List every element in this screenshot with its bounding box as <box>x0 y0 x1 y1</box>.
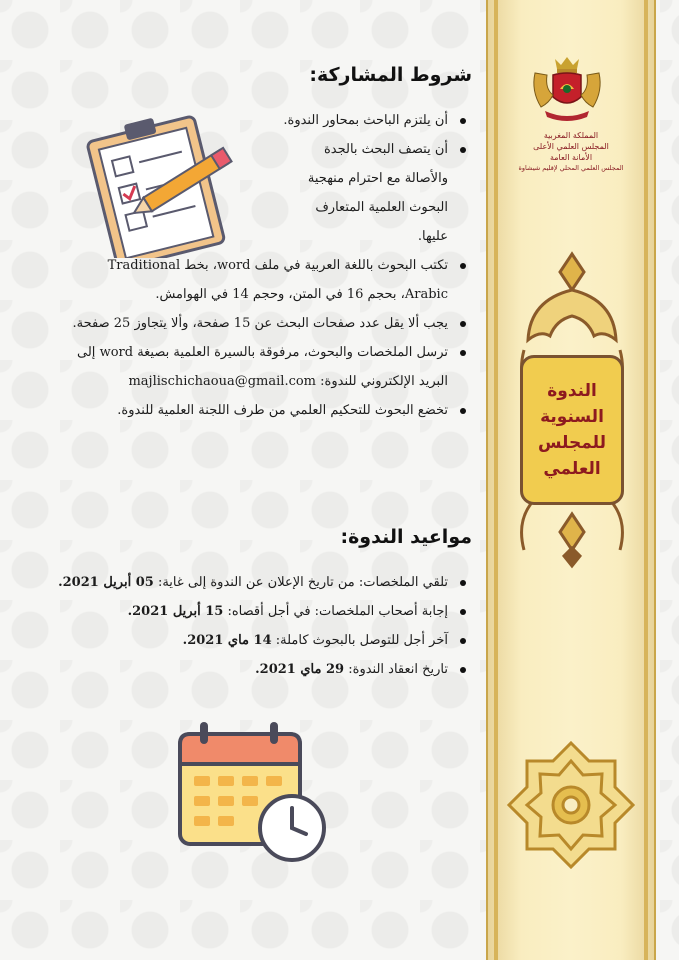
list-item <box>30 597 472 626</box>
condition-text: عليها. <box>417 229 448 244</box>
condition-text: البحوث العلمية المتعارف <box>315 200 448 215</box>
conditions-title: شروط المشاركة: <box>309 64 472 86</box>
condition-text: والأصالة مع احترام منهجية <box>307 171 448 186</box>
event-title-line: السنوية <box>540 407 604 427</box>
event-title-box <box>520 355 624 505</box>
condition-text: تكتب البحوث باللغة العربية في ملف word، بخط Traditional <box>107 258 448 273</box>
condition-text: أن يلتزم الباحث بمحاور الندوة. <box>283 113 448 128</box>
date-label: تاريخ انعقاد الندوة: <box>348 662 448 677</box>
date-value: 05 أبريل 2021. <box>58 575 154 590</box>
institution-line: المجلس العلمي الأعلى <box>533 142 609 151</box>
condition-text: أن يتصف البحث بالجدة <box>323 142 448 157</box>
date-value: 14 ماي 2021. <box>182 633 272 648</box>
list-item <box>30 135 472 251</box>
dates-title: مواعيد الندوة: <box>340 526 472 548</box>
date-label: آخر أجل للتوصل بالبحوث كاملة: <box>275 633 448 648</box>
geometric-rosette-icon <box>501 735 641 875</box>
date-value: 15 أبريل 2021. <box>127 604 224 619</box>
condition-text: البريد الإلكتروني للندوة: majlischichaoua@gmail.com <box>128 374 448 389</box>
institution-line: المجلس العلمي المحلي لإقليم شيشاوة <box>518 164 624 172</box>
condition-text: يجب ألا يقل عدد صفحات البحث عن 15 صفحة، وألا يتجاوز 25 صفحة. <box>72 316 448 331</box>
date-value: 29 ماي 2021. <box>255 662 345 677</box>
conditions-list <box>30 106 472 425</box>
list-item <box>30 309 472 338</box>
event-title-line: للمجلس <box>538 433 606 453</box>
condition-text: تخضع البحوث للتحكيم العلمي من طرف اللجنة العلمية للندوة. <box>117 403 448 418</box>
event-title-line: العلمي <box>543 459 601 479</box>
moroccan-coat-of-arms-icon <box>527 55 607 125</box>
list-item <box>30 396 472 425</box>
date-label: تلقي الملخصات: من تاريخ الإعلان عن الندوة إلى غاية: <box>157 575 448 590</box>
list-item <box>30 655 472 684</box>
list-item <box>30 251 472 309</box>
list-item <box>30 106 472 135</box>
list-item <box>30 338 472 396</box>
condition-text: Arabic، بحجم 16 في المتن، وحجم 14 في الهوامش. <box>155 287 448 302</box>
institution-line: المملكة المغربية <box>543 131 599 140</box>
list-item <box>30 568 472 597</box>
calendar-clock-icon <box>170 720 335 870</box>
institution-header <box>500 130 642 174</box>
condition-text: ترسل الملخصات والبحوث، مرفوقة بالسيرة العلمية بصيغة word إلى <box>77 345 448 360</box>
list-item <box>30 626 472 655</box>
dates-list <box>30 568 472 684</box>
institution-line: الأمانة العامة <box>549 153 593 162</box>
date-label: إجابة أصحاب الملخصات: في أجل أقصاه: <box>227 604 448 619</box>
event-title-line: الندوة <box>547 381 597 401</box>
